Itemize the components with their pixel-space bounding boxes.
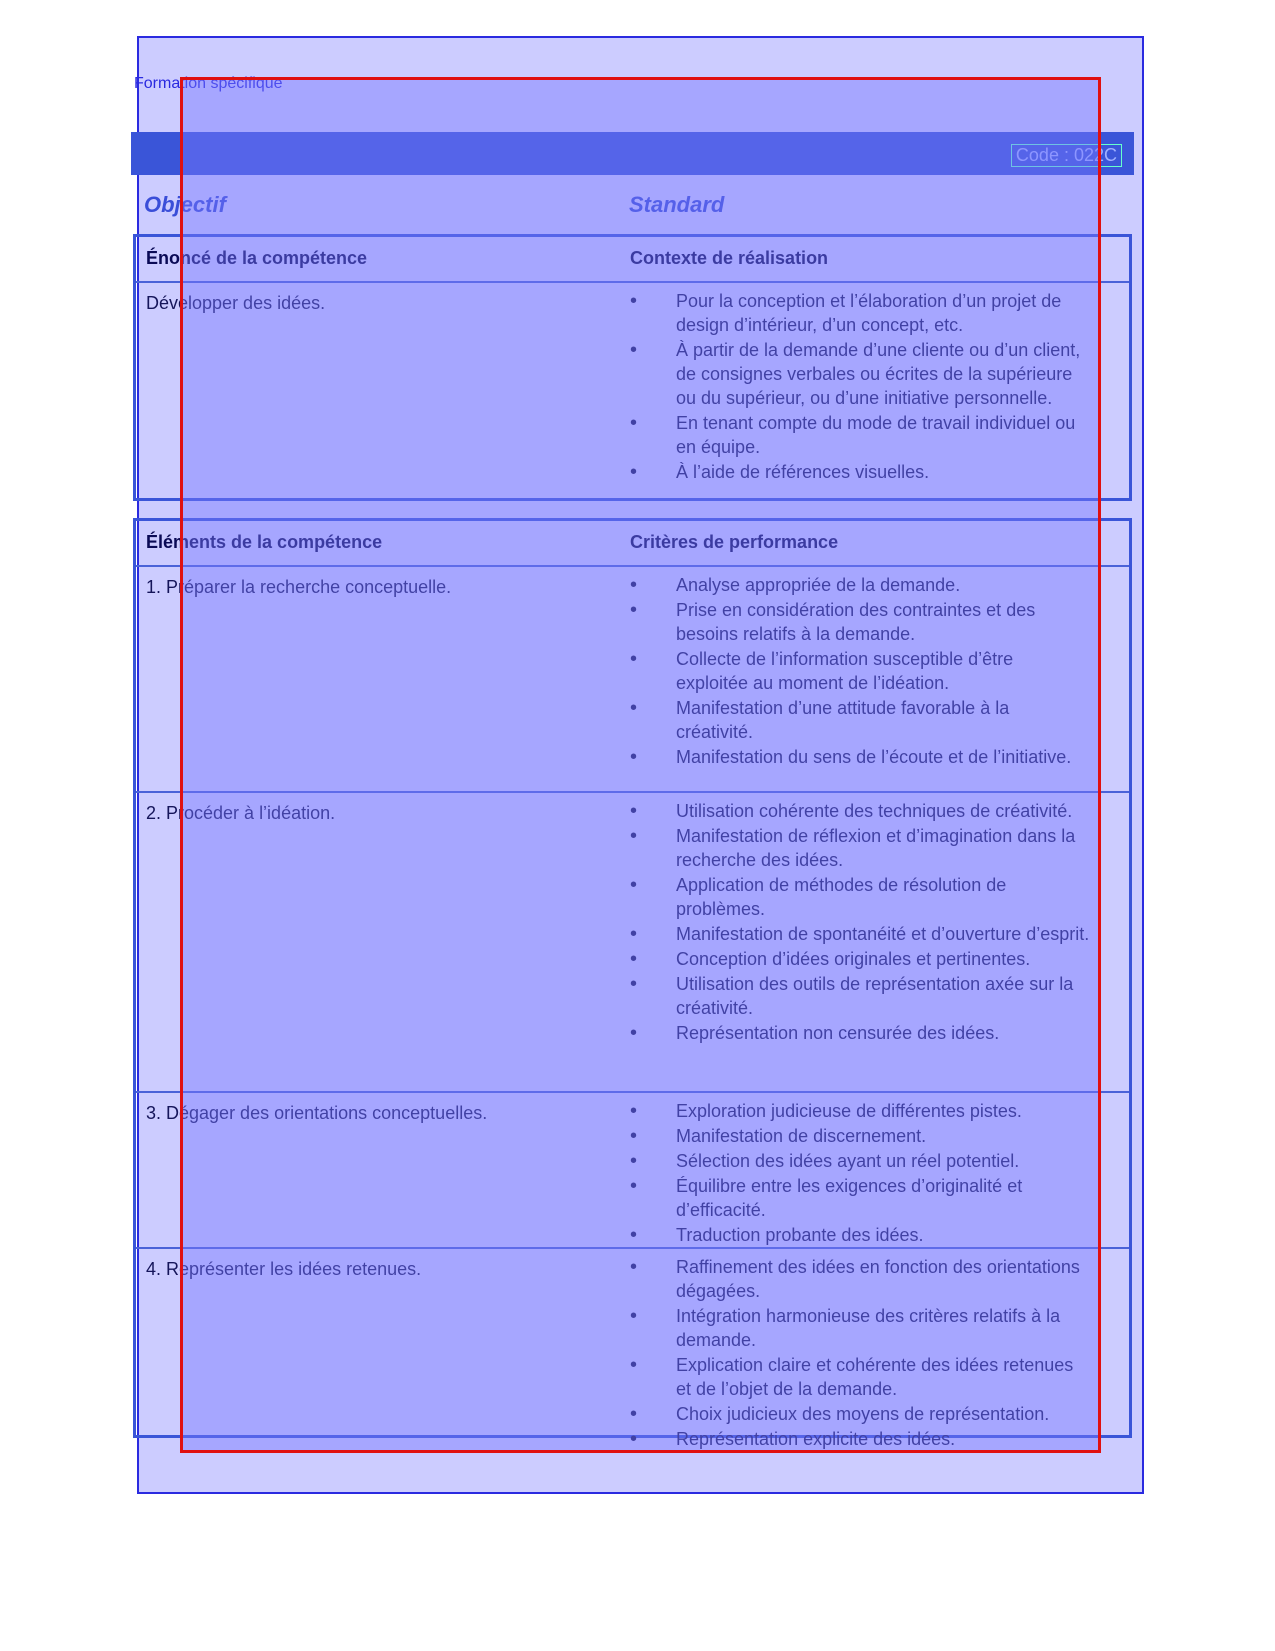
criteria-item: • Conception d’idées originales et pertinentes. (630, 947, 1090, 971)
criteria-item: • Représentation explicite des idées. (630, 1427, 1090, 1451)
criteria-item: • Utilisation des outils de représentation axée sur la créativité. (630, 972, 1090, 1020)
competence-statement: Développer des idées. (146, 293, 326, 313)
elements-table (133, 518, 1132, 1449)
statement-header: Énoncé de la compétence (146, 248, 368, 268)
element-label: 1. Préparer la recherche conceptuelle. (146, 577, 452, 597)
criteria-item: • Utilisation cohérente des techniques de créativité. (630, 799, 1090, 823)
criteria-item: • Manifestation du sens de l’écoute et de l’initiative. (630, 745, 1090, 769)
criteria-list (630, 1099, 1090, 1248)
standard-heading: Standard (629, 192, 725, 217)
code-bar (131, 132, 1134, 175)
section-label: Formation spécifique (134, 75, 283, 92)
criteria-item: • Analyse appropriée de la demande. (630, 573, 1090, 597)
criteria-item: • Intégration harmonieuse des critères relatifs à la demande. (630, 1304, 1090, 1352)
criteria-list (630, 573, 1090, 770)
criteria-item: • Manifestation de discernement. (630, 1124, 1090, 1148)
context-item: • En tenant compte du mode de travail individuel ou en équipe. (630, 411, 1090, 459)
objectif-heading: Objectif (144, 192, 226, 217)
context-item: • À partir de la demande d’une cliente ou d’un client, de consignes verbales ou écrites de la supérieure ou du supérieur, ou d’une initiative personnelle. (630, 338, 1090, 410)
context-item: • À l’aide de références visuelles. (630, 460, 1090, 484)
element-label: 2. Procéder à l’idéation. (146, 803, 336, 823)
criteria-item: • Application de méthodes de résolution de problèmes. (630, 873, 1090, 921)
competency-code: Code : 022C (1011, 144, 1122, 167)
criteria-item: • Représentation non censurée des idées. (630, 1021, 1090, 1045)
criteria-list (630, 799, 1090, 1046)
competence-table (133, 234, 1132, 501)
criteria-item: • Explication claire et cohérente des idées retenues et de l’objet de la demande. (630, 1353, 1090, 1401)
criteria-item: • Manifestation de réflexion et d’imagination dans la recherche des idées. (630, 824, 1090, 872)
criteria-item: • Manifestation d’une attitude favorable à la créativité. (630, 696, 1090, 744)
element-row-3 (136, 1093, 1129, 1249)
context-header: Contexte de réalisation (630, 248, 829, 268)
criteria-item: • Manifestation de spontanéité et d’ouverture d’esprit. (630, 922, 1090, 946)
element-label: 3. Dégager des orientations conceptuelles. (146, 1103, 488, 1123)
element-row-2 (136, 793, 1129, 1093)
criteria-item: • Choix judicieux des moyens de représentation. (630, 1402, 1090, 1426)
criteria-item: • Collecte de l’information susceptible d’être exploitée au moment de l’idéation. (630, 647, 1090, 695)
criteria-item: • Raffinement des idées en fonction des orientations dégagées. (630, 1255, 1090, 1303)
competence-table-header (136, 237, 1129, 283)
elements-header: Éléments de la compétence (146, 532, 383, 552)
criteria-item: • Exploration judicieuse de différentes pistes. (630, 1099, 1090, 1123)
element-row-4 (136, 1249, 1129, 1449)
element-row-1 (136, 567, 1129, 793)
criteria-item: • Sélection des idées ayant un réel potentiel. (630, 1149, 1090, 1173)
criteria-item: • Équilibre entre les exigences d’originalité et d’efficacité. (630, 1174, 1090, 1222)
criteria-header: Critères de performance (630, 532, 839, 552)
context-item: • Pour la conception et l’élaboration d’un projet de design d’intérieur, d’un concept, etc. (630, 289, 1090, 337)
criteria-item: • Prise en considération des contraintes et des besoins relatifs à la demande. (630, 598, 1090, 646)
elements-table-header (136, 521, 1129, 567)
context-list (630, 289, 1090, 485)
criteria-item: • Traduction probante des idées. (630, 1223, 1090, 1247)
element-label: 4. Représenter les idées retenues. (146, 1259, 422, 1279)
competence-row (136, 283, 1129, 503)
criteria-list (630, 1255, 1090, 1452)
